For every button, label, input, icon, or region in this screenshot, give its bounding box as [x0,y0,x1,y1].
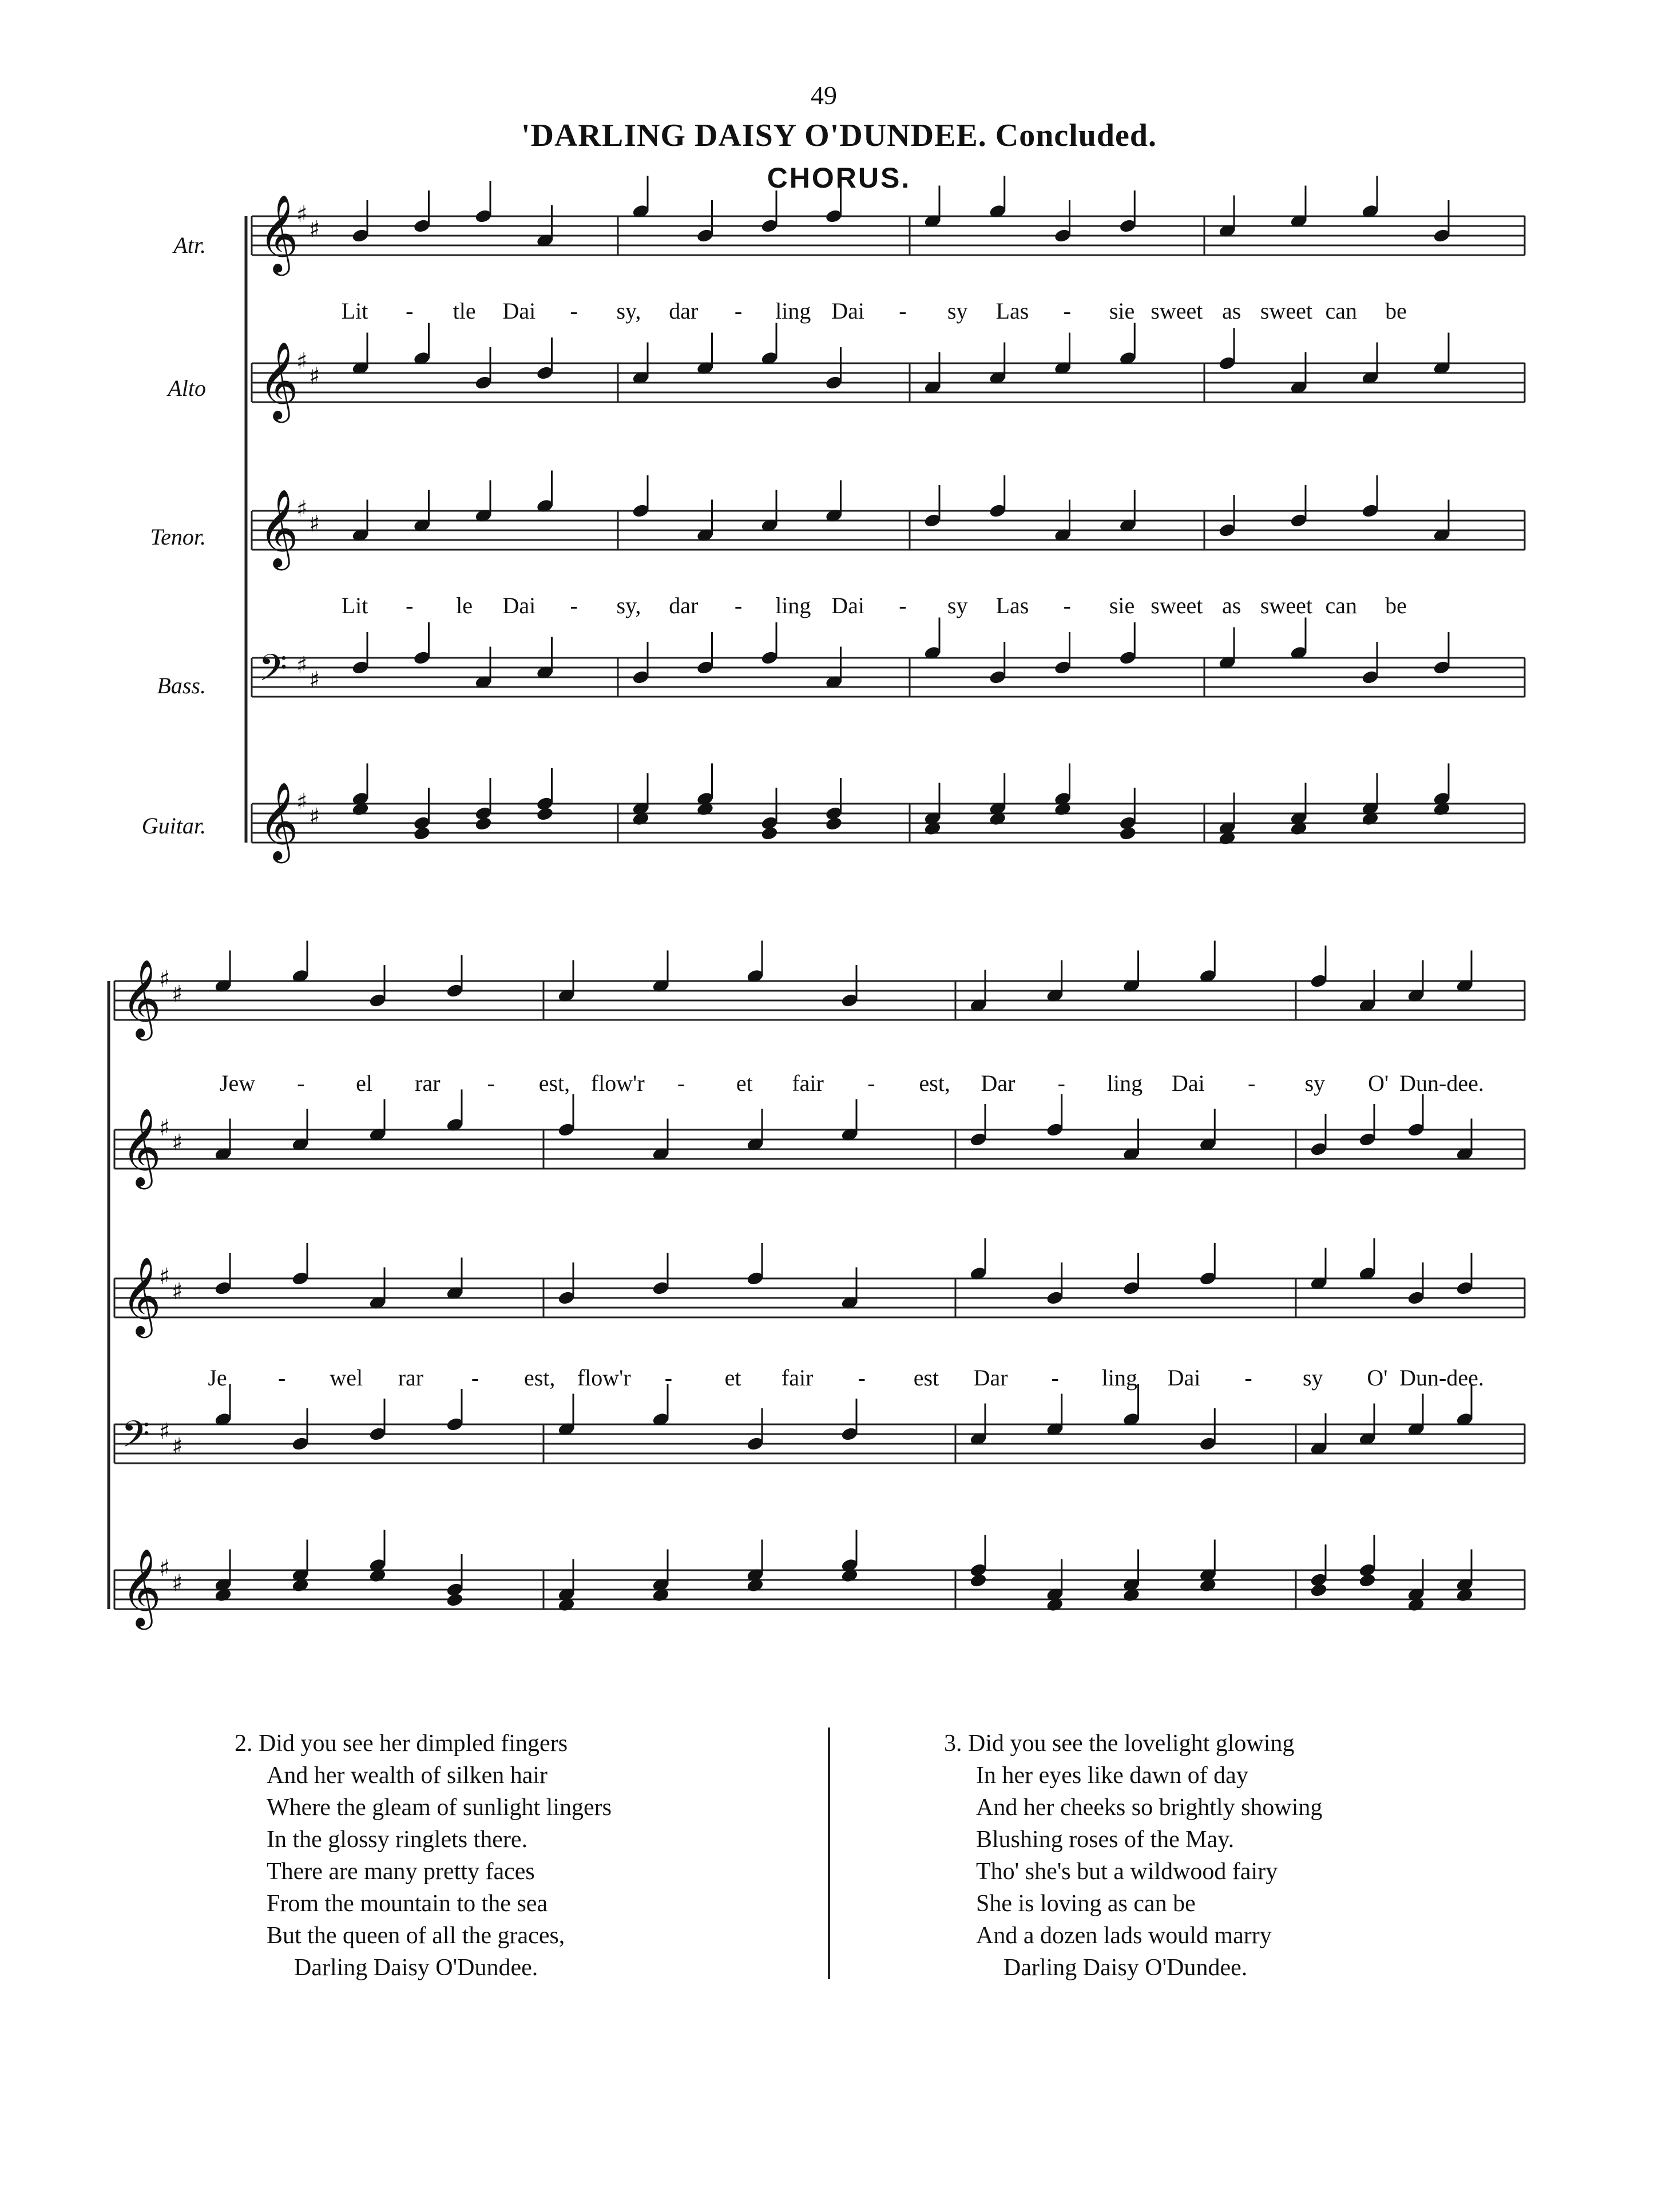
lyric-syllable: et [724,1365,741,1391]
lyric-syllable: sy [947,593,968,618]
lyric-syllable: sy, [616,593,641,618]
lyric-syllable: est, [523,1365,556,1391]
lyric-syllable: - [1244,1365,1252,1391]
lyric-syllable: - [277,1365,286,1391]
lyric-syllable: Lit [341,593,368,618]
sharp-icon: ♯ [159,1555,170,1582]
lyric-syllable: sweet [1151,593,1203,618]
lyric-syllable: sweet [1260,298,1312,324]
system-2 [109,958,1525,1630]
voice-label-tenor: Tenor. [150,524,206,550]
lyric-syllable: dar [669,298,699,324]
chord-notehead-icon [1310,1583,1328,1598]
sharp-icon: ♯ [309,216,320,243]
page-number: 49 [811,81,837,110]
treble-clef-icon: 𝄞 [121,1256,161,1335]
verse-line: She is loving as can be [976,1891,1196,1917]
lyric-syllable: flow'r [590,1070,645,1096]
sharp-icon: ♯ [296,496,308,522]
chord-notehead-icon [970,1573,987,1588]
verse-line: 2. Did you see her dimpled fingers [235,1730,568,1757]
lyric-syllable: - [1057,1070,1065,1096]
lyric-syllable: - [487,1070,495,1096]
sharp-icon: ♯ [296,652,308,678]
lyric-syllable: - [899,593,907,618]
voice-label-guitar: Guitar. [141,813,206,839]
sharp-icon: ♯ [172,981,183,1007]
lyric-syllable: sy [947,298,968,324]
lyric-syllable: ling [1101,1365,1137,1391]
lyric-syllable: le [456,593,473,618]
lyric-syllable: sie [1109,593,1135,618]
treble-clef-icon: 𝄞 [259,781,299,860]
lyric-syllable: et [736,1070,753,1096]
system-1 [246,193,1525,863]
lyric-syllable: fair [781,1365,814,1391]
lyric-syllable: - [1063,593,1071,618]
lyric-syllable: sweet [1151,298,1203,324]
sharp-icon: ♯ [309,511,320,537]
sharp-icon: ♯ [159,1264,170,1290]
treble-clef-icon: 𝄞 [259,488,299,567]
lyric-syllable: est, [919,1070,950,1096]
lyric-syllable: Dai [831,593,864,618]
sharp-icon: ♯ [309,363,320,390]
lyric-syllable: ling [775,593,811,618]
lyric-syllable: est, [538,1070,570,1096]
chord-notehead-icon [825,816,843,831]
lyric-syllable: sweet [1260,593,1312,618]
lyric-syllable: Lit [341,298,368,324]
voice-label-alto: Alto [168,375,206,401]
lyric-syllable: Dun-dee. [1399,1365,1484,1391]
lyric-syllable: can [1325,593,1357,618]
verse-line: But the queen of all the graces, [267,1923,565,1949]
chord-notehead-icon [413,826,431,841]
chord-notehead-icon [1119,826,1137,841]
lyric-syllable: sy, [616,298,641,324]
verse-3 [944,1727,1322,1984]
verse-line: From the mountain to the sea [267,1891,548,1917]
sharp-icon: ♯ [172,1278,183,1305]
lyric-syllable: Dai [502,593,536,618]
lyric-syllable: - [406,298,414,324]
sharp-icon: ♯ [296,789,308,815]
lyric-syllable: Jew [219,1070,256,1096]
lyric-syllable: fair [792,1070,824,1096]
lyric-syllable: Dun-dee. [1399,1070,1484,1096]
lyric-syllable: - [867,1070,875,1096]
verse-line: And her wealth of silken hair [267,1762,548,1789]
lyric-syllable: - [664,1365,673,1391]
verse-2 [235,1727,612,1984]
section-heading: CHORUS. [767,162,911,194]
lyric-syllable: sie [1109,298,1135,324]
lyric-syllable: - [899,298,907,324]
lyric-syllable: - [297,1070,305,1096]
chord-notehead-icon [761,826,779,841]
lyric-syllable: rar [398,1365,424,1391]
sharp-icon: ♯ [159,1115,170,1141]
lyric-syllable: Dai [502,298,536,324]
verse-line: Tho' she's but a wildwood fairy [976,1858,1278,1885]
treble-clef-icon: 𝄞 [121,1107,161,1186]
lyric-syllable: Dai [831,298,864,324]
verse-line: Darling Daisy O'Dundee. [1003,1955,1248,1981]
lyric-syllable: - [858,1365,866,1391]
lyric-syllable: dar [669,593,699,618]
bass-clef-icon: 𝄢 [121,1413,150,1465]
lyric-syllable: O' [1367,1365,1388,1391]
voice-label-bass: Bass. [157,673,206,698]
lyric-syllable: as [1221,298,1241,324]
chord-notehead-icon [475,816,493,831]
lyric-syllable: can [1325,298,1357,324]
lyric-syllable: - [570,298,578,324]
treble-clef-icon: 𝄞 [121,958,161,1037]
lyric-syllable: flow'r [577,1365,631,1391]
treble-clef-icon: 𝄞 [259,193,299,272]
lyric-syllable: - [1063,298,1071,324]
lyric-syllable: Dai [1171,1070,1205,1096]
lyric-syllable: Je [208,1365,227,1391]
chord-notehead-icon [1359,1573,1376,1588]
verse-line: And her cheeks so brightly showing [976,1794,1323,1821]
lyric-syllable: est [913,1365,939,1391]
lyric-syllable: Dar [981,1070,1015,1096]
verse-line: There are many pretty faces [267,1858,535,1885]
verse-line: In her eyes like dawn of day [976,1762,1248,1789]
lyric-syllable: ling [1106,1070,1143,1096]
lyric-syllable: Dar [973,1365,1008,1391]
chord-notehead-icon [536,807,554,821]
chord-notehead-icon [446,1593,464,1607]
lyric-syllable: - [734,593,743,618]
verse-line: Darling Daisy O'Dundee. [294,1955,538,1981]
lyric-syllable: - [677,1070,685,1096]
voice-label-atr: Atr. [173,232,206,258]
sharp-icon: ♯ [309,667,320,693]
lyric-syllable: - [471,1365,479,1391]
lyric-syllable: tle [453,298,476,324]
lyric-syllable: be [1385,593,1407,618]
sharp-icon: ♯ [172,1130,183,1156]
lyric-syllable: O' [1368,1070,1389,1096]
sharp-icon: ♯ [159,966,170,992]
lyric-syllable: - [1051,1365,1059,1391]
sharp-icon: ♯ [309,804,320,830]
verse-divider [828,1727,830,1979]
lyric-syllable: be [1385,298,1407,324]
treble-clef-icon: 𝄞 [121,1547,161,1626]
lyric-syllable: as [1221,593,1241,618]
lyric-syllable: Las [995,298,1029,324]
lyric-syllable: - [734,298,743,324]
bass-clef-icon: 𝄢 [259,647,288,698]
lyric-syllable: wel [330,1365,363,1391]
lyric-syllable: - [406,593,414,618]
lyric-syllable: sy [1302,1365,1323,1391]
verse-line: Where the gleam of sunlight lingers [267,1794,612,1821]
verse-line: In the glossy ringlets there. [267,1826,528,1853]
lyric-syllable: rar [415,1070,441,1096]
sharp-icon: ♯ [172,1433,183,1460]
lyric-syllable: ling [775,298,811,324]
verse-line: Blushing roses of the May. [976,1826,1235,1853]
sharp-icon: ♯ [159,1419,170,1445]
lyric-syllable: Dai [1167,1365,1201,1391]
sharp-icon: ♯ [296,348,308,375]
lyric-syllable: Las [995,593,1029,618]
lyric-syllable: el [356,1070,373,1096]
verse-line: 3. Did you see the lovelight glowing [944,1730,1295,1757]
lyric-syllable: - [1247,1070,1256,1096]
song-title: 'DARLING DAISY O'DUNDEE. Concluded. [521,118,1157,153]
verse-line: And a dozen lads would marry [976,1923,1272,1949]
sharp-icon: ♯ [296,201,308,228]
lyric-syllable: sy [1304,1070,1326,1096]
lyric-syllable: - [570,593,578,618]
treble-clef-icon: 𝄞 [259,340,299,419]
sharp-icon: ♯ [172,1570,183,1597]
